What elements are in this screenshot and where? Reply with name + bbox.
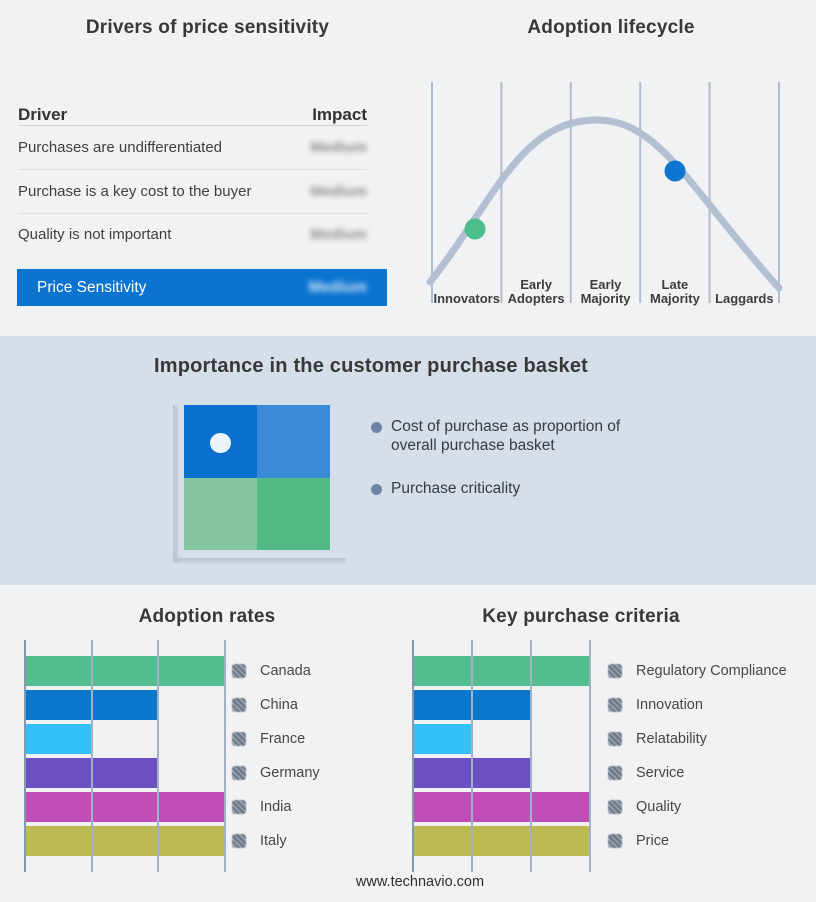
stage-label: Early Adopters	[507, 277, 565, 306]
legend-item	[608, 656, 787, 686]
gridline	[91, 640, 93, 872]
purchase-basket-matrix	[184, 405, 330, 550]
legend-label: India	[260, 799, 292, 815]
legend-item	[608, 792, 681, 822]
impact-value-blurred: Medium	[310, 139, 367, 156]
legend-label: Innovation	[636, 697, 703, 713]
legend-label: Price	[636, 833, 670, 849]
stage-label: Laggards	[715, 291, 774, 306]
bullet-item	[371, 417, 643, 455]
bullet-icon	[371, 422, 382, 433]
driver-label: Quality is not important	[18, 226, 172, 243]
key-criteria-plot	[413, 640, 590, 872]
bar-relatability	[414, 724, 473, 754]
gridline	[471, 640, 473, 872]
bell-curve	[430, 120, 779, 288]
matrix-position-marker	[210, 433, 231, 453]
legend-item	[232, 792, 291, 822]
legend-swatch-blurred	[232, 664, 246, 678]
curve-marker-innovators	[465, 219, 486, 240]
legend-item	[232, 690, 298, 720]
legend-swatch-blurred	[232, 834, 246, 848]
stage-label: Late Majority	[650, 277, 700, 306]
legend-swatch-blurred	[232, 698, 246, 712]
legend-swatch-blurred	[608, 664, 622, 678]
legend-label: Relatability	[636, 731, 707, 747]
legend-swatch-blurred	[608, 698, 622, 712]
lifecycle-stage-labels	[432, 276, 779, 306]
matrix-x-axis	[173, 558, 345, 560]
legend-item	[232, 826, 287, 856]
legend-label: Canada	[260, 663, 311, 679]
legend-label: France	[260, 731, 306, 747]
legend-label: Italy	[260, 833, 287, 849]
key-criteria-legend	[608, 640, 808, 872]
legend-label: Service	[636, 765, 685, 781]
adoption-rates-legend	[232, 640, 402, 872]
gridline	[157, 640, 159, 872]
impact-value-blurred: Medium	[310, 183, 367, 200]
legend-swatch-blurred	[232, 800, 246, 814]
legend-item	[232, 758, 320, 788]
impact-value-blurred: Medium	[310, 226, 367, 243]
legend-item	[608, 690, 703, 720]
bar-india	[26, 792, 226, 822]
legend-swatch-blurred	[608, 766, 622, 780]
legend-swatch-blurred	[608, 732, 622, 746]
bar-service	[414, 758, 532, 788]
bar-china	[26, 690, 159, 720]
legend-item	[608, 758, 684, 788]
legend-swatch-blurred	[232, 766, 246, 780]
website-url: www.technavio.com	[355, 874, 485, 890]
column-driver: Driver	[18, 105, 68, 124]
legend-swatch-blurred	[608, 834, 622, 848]
matrix-quadrant-bottom-right	[257, 478, 330, 551]
gridline	[589, 640, 591, 872]
bar-france	[26, 724, 93, 754]
bullet-item	[371, 479, 643, 498]
bullet-icon	[371, 484, 382, 495]
bar-italy	[26, 826, 226, 856]
legend-label: Regulatory Compliance	[636, 663, 787, 679]
lifecycle-title: Adoption lifecycle	[527, 17, 695, 38]
bar-price	[414, 826, 591, 856]
legend-label: China	[260, 697, 298, 713]
legend-item	[608, 724, 707, 754]
legend-label: Quality	[636, 799, 682, 815]
impact-value-blurred: Medium	[308, 278, 367, 296]
legend-label: Germany	[260, 765, 320, 781]
stage-label: Early Majority	[580, 277, 631, 306]
bar-canada	[26, 656, 226, 686]
matrix-y-axis	[173, 405, 175, 560]
price-sensitivity-label: Price Sensitivity	[37, 278, 147, 296]
curve-marker-late-majority	[665, 161, 686, 182]
bar-quality	[414, 792, 591, 822]
driver-label: Purchase is a key cost to the buyer	[18, 183, 252, 200]
legend-swatch-blurred	[608, 800, 622, 814]
legend-item	[232, 724, 305, 754]
key-criteria-title: Key purchase criteria	[482, 606, 680, 627]
legend-swatch-blurred	[232, 732, 246, 746]
adoption-rates-title: Adoption rates	[138, 606, 276, 627]
driver-label: Purchases are undifferentiated	[18, 139, 223, 156]
legend-item	[232, 656, 311, 686]
matrix-quadrant-top-right	[257, 405, 330, 478]
matrix-quadrant-bottom-left	[184, 478, 257, 551]
gridline	[24, 640, 26, 872]
gridline	[412, 640, 414, 872]
gridline	[530, 640, 532, 872]
stage-label: Innovators	[433, 291, 500, 306]
bar-regulatory-compliance	[414, 656, 591, 686]
gridline	[224, 640, 226, 872]
drivers-table-title: Drivers of price sensitivity	[85, 17, 330, 38]
bullet-text: Cost of purchase as proportion of overall purchase basket	[391, 418, 621, 454]
bullet-text: Purchase criticality	[391, 480, 521, 497]
bar-innovation	[414, 690, 532, 720]
legend-item	[608, 826, 669, 856]
adoption-rates-plot	[25, 640, 225, 872]
column-impact: Impact	[312, 105, 367, 124]
bar-germany	[26, 758, 159, 788]
purchase-basket-title: Importance in the customer purchase basket	[153, 355, 589, 377]
